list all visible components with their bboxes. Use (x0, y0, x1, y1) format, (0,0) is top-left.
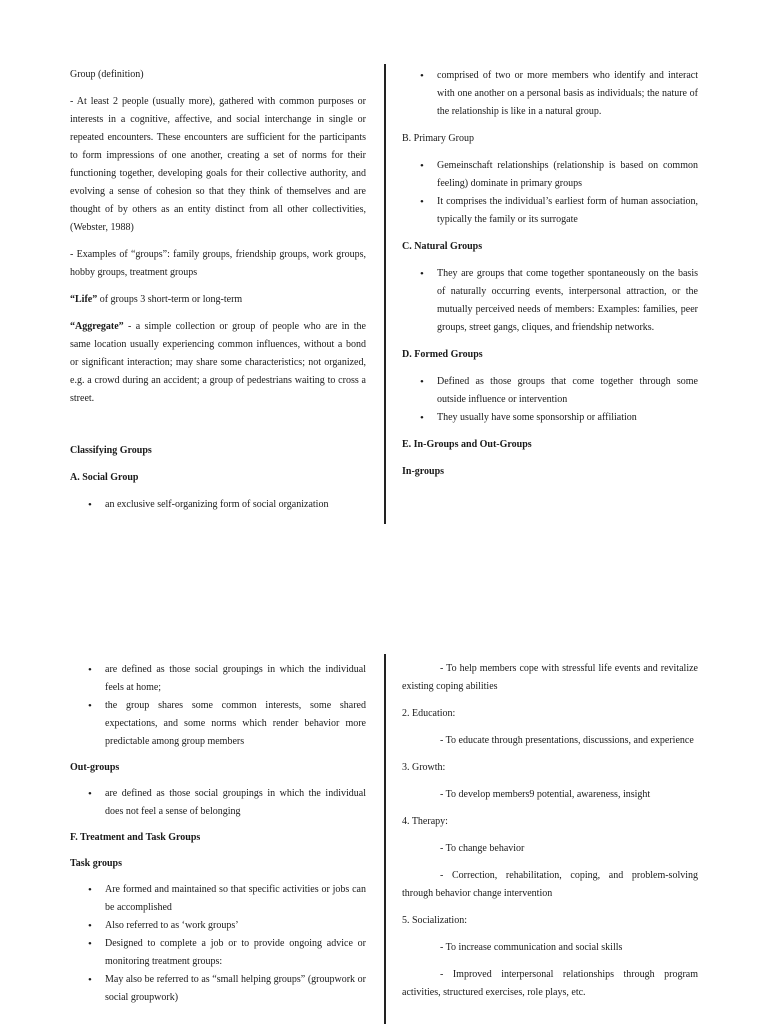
aggregate-text: - a simple collection or group of people who are in the same location usually experiencing common influences, without a bond or significant interaction; may share some characteristics; not organized, e.g. a crowd during an accident; a group of pedestrians waiting to cross a street. (70, 321, 366, 404)
primary-group-heading: B. Primary Group (402, 133, 474, 144)
task-groups-heading: Task groups (70, 858, 122, 869)
list-item: • Are formed and maintained so that specific activities or jobs can be accomplished (70, 881, 366, 917)
formed-groups-list (402, 373, 698, 427)
page1-right-column (402, 67, 698, 481)
in-groups-list (70, 661, 366, 751)
list-item: • Designed to complete a job or to provide ongoing advice or monitoring treatment groups: (70, 935, 366, 971)
list-item: • Defined as those groups that come together through some outside influence or intervention (402, 373, 698, 409)
list-item: • It comprises the individual’s earliest form of human association, typically the family or its surrogate (402, 193, 698, 229)
socialization-description-1: - To increase communication and social skills (440, 942, 623, 953)
growth-heading: 3. Growth: (402, 762, 446, 773)
life-text: of groups 3 short-term or long-term (97, 294, 243, 305)
page1-left-column (70, 66, 366, 514)
list-item: • May also be referred to as “small helping groups” (groupwork or social groupwork) (70, 971, 366, 1007)
list-item: • Gemeinschaft relationships (relationship is based on common feeling) dominate in primary groups (402, 157, 698, 193)
aggregate-term: “Aggregate” (70, 321, 124, 332)
out-groups-list (70, 785, 366, 821)
growth-description: - To develop members9 potential, awareness, insight (440, 789, 651, 800)
social-group-list-continued (402, 67, 698, 121)
list-item: • the group shares some common interests, some shared expectations, and some norms which render behavior more predictable among group members (70, 697, 366, 751)
socialization-description-2: - Improved interpersonal relationships through program activities, structured exercises, role plays, etc. (402, 969, 698, 998)
list-item: • They usually have some sponsorship or affiliation (402, 409, 698, 427)
social-group-heading: A. Social Group (70, 472, 139, 483)
list-item: • are defined as those social groupings in which the individual feels at home; (70, 661, 366, 697)
column-divider-top (384, 64, 386, 524)
list-item: • comprised of two or more members who identify and interact with one another on a personal basis as individuals; the nature of the relationship is like in a natural group. (402, 67, 698, 121)
life-term: “Life” (70, 294, 98, 305)
in-out-groups-heading: E. In-Groups and Out-Groups (402, 439, 532, 450)
aggregate-paragraph (70, 318, 366, 408)
group-definition-text: - At least 2 people (usually more), gathered with common purposes or interests in a cognitive, affective, and social interchange in single or repeated encounters. These encounters are sufficient for the participants to form impressions of one another, creating a set of norms for their functioning together, developing goals for their collective authority, and evolving a sense of cohesion so that they think of themselves and are thought of by others as an entity distinct from all other collectivities, (Webster, 1988) (70, 96, 366, 233)
natural-groups-heading: C. Natural Groups (402, 241, 483, 252)
education-heading: 2. Education: (402, 708, 456, 719)
therapy-heading: 4. Therapy: (402, 816, 448, 827)
support-description: - To help members cope with stressful life events and revitalize existing coping abilities (402, 663, 698, 692)
social-group-list (70, 496, 366, 514)
group-definition-title: Group (definition) (70, 69, 144, 80)
page2-right-column (402, 660, 698, 1002)
formed-groups-heading: D. Formed Groups (402, 349, 483, 360)
page2-left-column (70, 661, 366, 1007)
socialization-heading: 5. Socialization: (402, 915, 467, 926)
column-divider-bottom (384, 654, 386, 1024)
in-groups-heading: In-groups (402, 466, 445, 477)
natural-groups-list (402, 265, 698, 337)
list-item: • an exclusive self-organizing form of social organization (70, 496, 366, 514)
list-item: • Also referred to as ‘work groups’ (70, 917, 366, 935)
out-groups-heading: Out-groups (70, 762, 120, 773)
primary-group-list (402, 157, 698, 229)
list-item: • are defined as those social groupings in which the individual does not feel a sense of belonging (70, 785, 366, 821)
treatment-task-heading: F. Treatment and Task Groups (70, 832, 201, 843)
education-description: - To educate through presentations, discussions, and experience (440, 735, 694, 746)
life-paragraph (70, 291, 366, 309)
therapy-description-1: - To change behavior (440, 843, 525, 854)
group-examples-text: - Examples of “groups”: family groups, friendship groups, work groups, hobby groups, treatment groups (70, 249, 366, 278)
list-item: • They are groups that come together spontaneously on the basis of naturally occurring events, interpersonal attraction, or the mutually perceived needs of members: Examples: families, peer groups, street gangs, cliques, and friendship networks. (402, 265, 698, 337)
task-groups-list (70, 881, 366, 1007)
therapy-description-2: - Correction, rehabilitation, coping, and problem-solving through behavior change intervention (402, 870, 698, 899)
classifying-groups-heading: Classifying Groups (70, 445, 152, 456)
